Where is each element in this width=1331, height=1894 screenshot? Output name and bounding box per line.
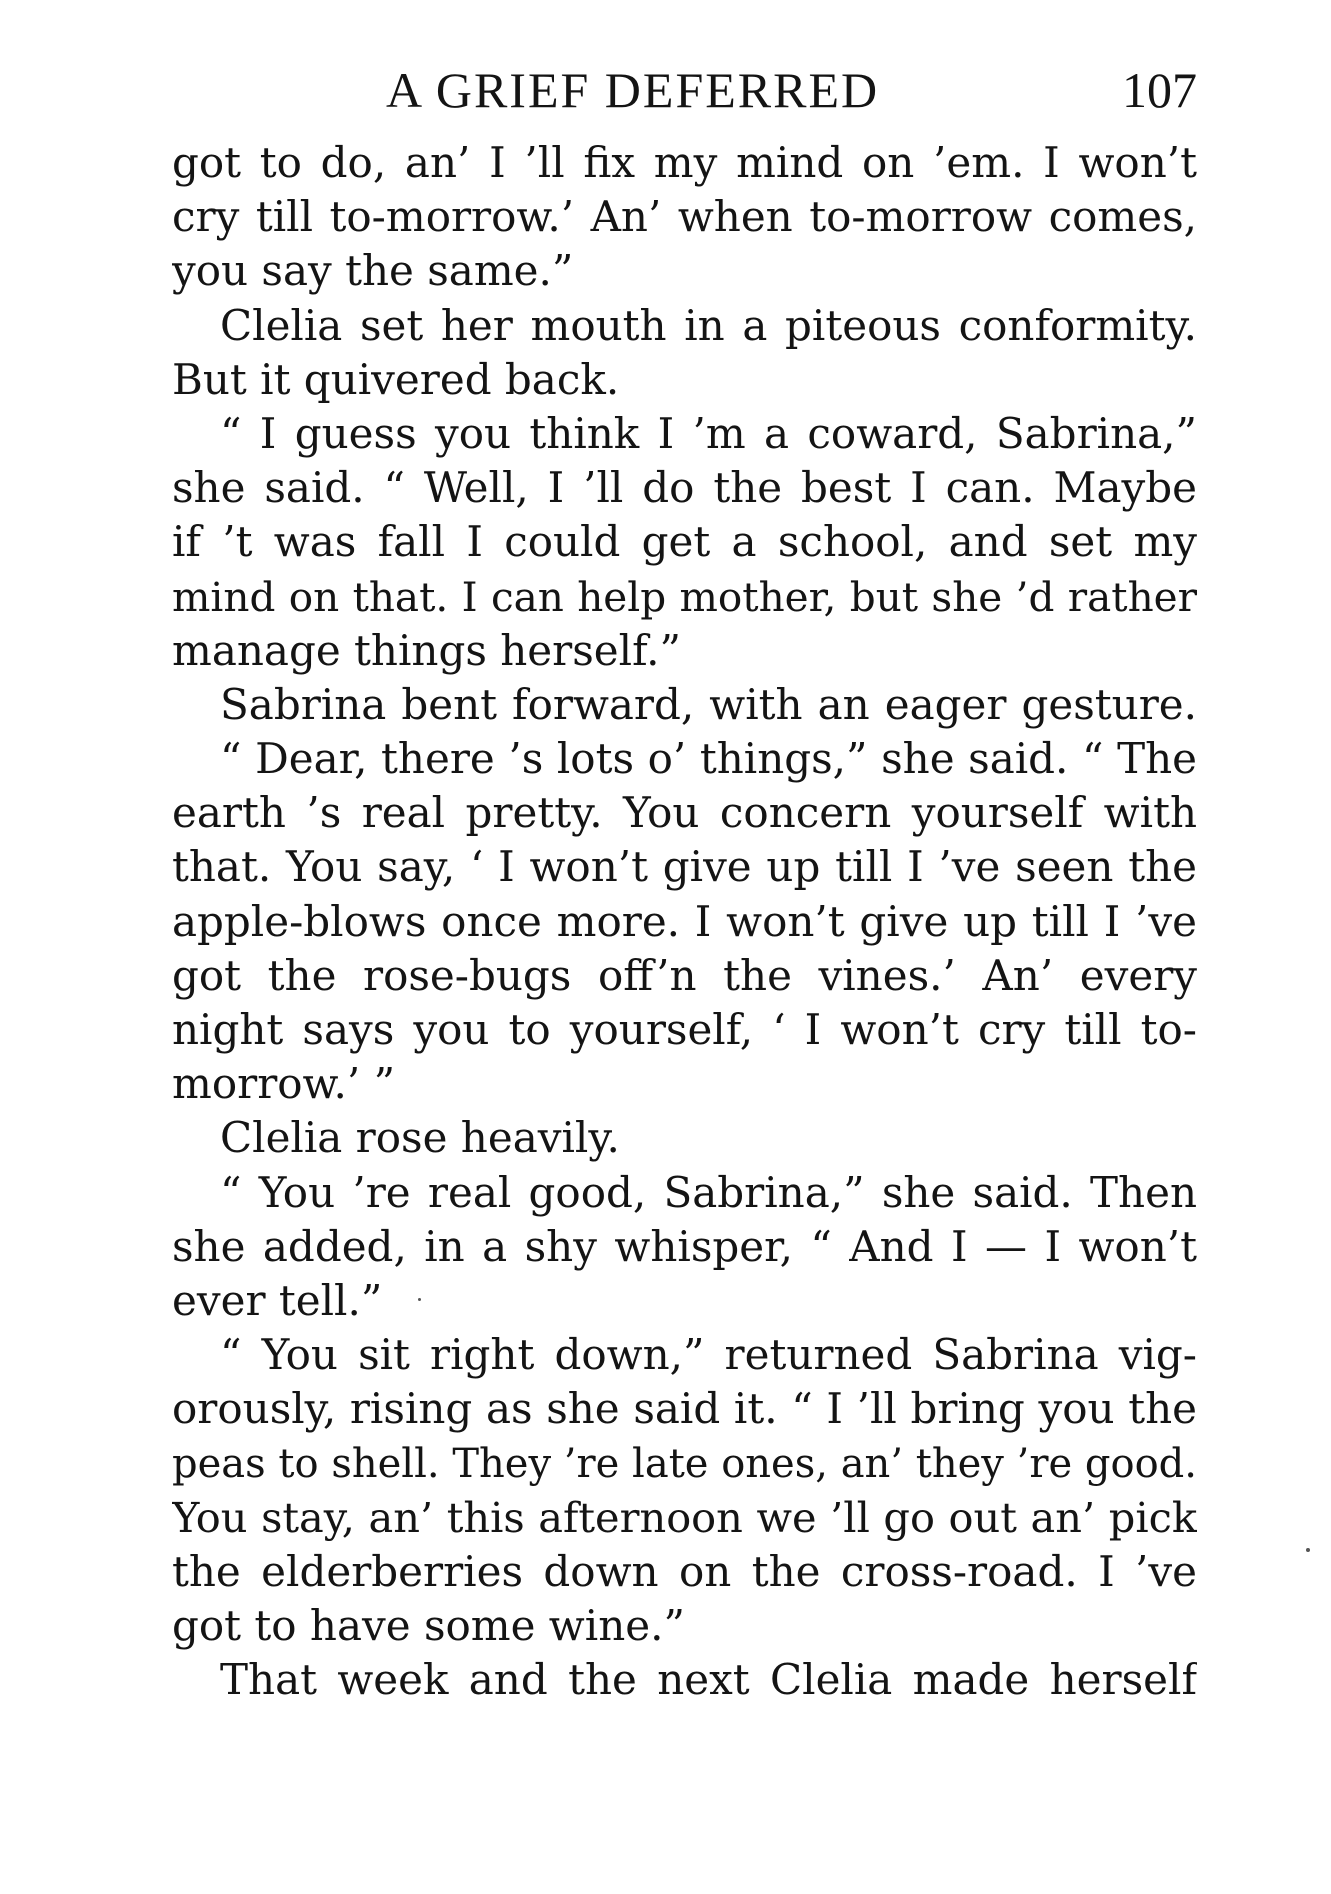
text-line: You stay, an’ this afternoon we ’ll go out an’ pick	[172, 1492, 1197, 1542]
text-line: “ Dear, there ’s lots o’ things,” she said. “ The	[220, 734, 1197, 784]
text-line: Clelia set her mouth in a piteous conformity.	[220, 300, 1197, 350]
text-line: cry till to-morrow.’ An’ when to-morrow comes,	[172, 192, 1197, 242]
text-line: morrow.’ ”	[172, 1059, 396, 1109]
text-line: she added, in a shy whisper, “ And I — I won’t	[172, 1221, 1197, 1271]
text-line: That week and the next Clelia made herself	[220, 1655, 1197, 1705]
text-line: ever tell.”	[172, 1275, 383, 1325]
text-line: earth ’s real pretty. You concern yourself with	[172, 788, 1197, 838]
text-line: manage things herself.”	[172, 625, 681, 675]
text-line: she said. “ Well, I ’ll do the best I can. Maybe	[172, 463, 1197, 513]
text-line: got to have some wine.”	[172, 1601, 685, 1651]
text-line: “ You ’re real good, Sabrina,” she said. Then	[220, 1167, 1197, 1217]
text-line: mind on that. I can help mother, but she ’d rather	[172, 572, 1197, 621]
text-line: you say the same.”	[172, 246, 574, 296]
body-text	[172, 136, 1197, 1707]
text-line: orously, rising as she said it. “ I ’ll bring you the	[172, 1384, 1197, 1434]
text-line: apple-blows once more. I won’t give up till I ’ve	[172, 896, 1197, 946]
running-title: A GRIEF DEFERRED	[386, 62, 880, 118]
text-line: got the rose-bugs off’n the vines.’ An’ every	[172, 950, 1197, 1000]
text-line: the elderberries down on the cross-road. I ’ve	[172, 1546, 1197, 1596]
page-header	[172, 55, 1197, 125]
text-line: Sabrina bent forward, with an eager gesture.	[220, 679, 1197, 729]
text-line: peas to shell. They ’re late ones, an’ they ’re good.	[172, 1440, 1197, 1487]
text-line: “ I guess you think I ’m a coward, Sabrina,”	[220, 408, 1197, 458]
text-line: got to do, an’ I ’ll fix my mind on ’em. I won’t	[172, 138, 1197, 187]
print-speck	[418, 1298, 421, 1301]
text-line: night says you to yourself, ‘ I won’t cry till to-	[172, 1005, 1197, 1054]
text-line: Clelia rose heavily.	[220, 1113, 620, 1163]
text-line: “ You sit right down,” returned Sabrina vig-	[220, 1330, 1197, 1380]
page-number: 107	[1122, 62, 1197, 118]
text-line: But it quivered back.	[172, 354, 620, 404]
text-line: if ’t was fall I could get a school, and set my	[172, 517, 1197, 567]
print-speck	[1306, 1548, 1310, 1552]
text-line: that. You say, ‘ I won’t give up till I ’ve seen the	[172, 842, 1197, 892]
